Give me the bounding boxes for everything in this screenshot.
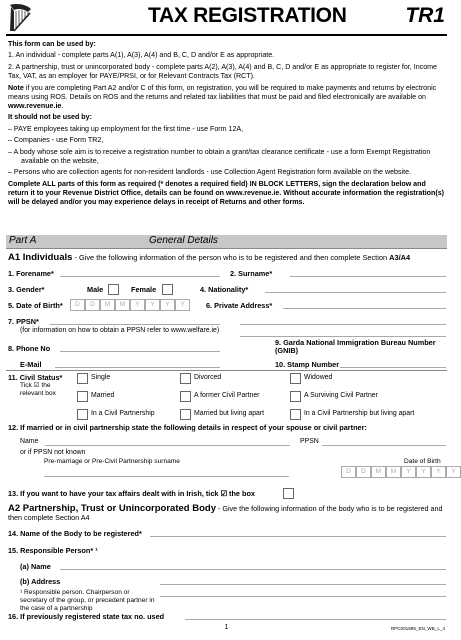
responsible-name-field[interactable]: [60, 569, 446, 570]
dob-cell[interactable]: M: [115, 299, 130, 311]
footnote: ¹ Responsible person. Chairperson or secretary of the group, or precedent partner in the case of a partnership: [20, 589, 155, 612]
page-number: 1: [224, 624, 229, 631]
previous-tax-no-label: 16. If previously registered state tax no. used: [8, 612, 165, 621]
note-text: if you are completing Part A2 and/or C of this form, on registration, you will be required to make payments and returns by electronic means using ROS. Details on ROS and the returns and related tax liabilities that must be paid and filed electronically are available on: [8, 83, 437, 101]
surviving-civil-partner-checkbox[interactable]: [290, 391, 301, 402]
dob-cell[interactable]: M: [371, 466, 386, 478]
status-civil-partnership-apart: In a Civil Partnership but living apart: [304, 410, 415, 417]
form-title: TAX REGISTRATION: [148, 4, 347, 27]
status-civil-partnership: In a Civil Partnership: [91, 410, 155, 417]
part-a-label: Part A: [9, 235, 37, 246]
single-checkbox[interactable]: [77, 373, 88, 384]
revenue-link[interactable]: www.revenue.ie: [8, 101, 62, 110]
surname-label: 2. Surname*: [230, 269, 273, 278]
not-item-3: – A body whose sole aim is to receive a registration number to obtain a grant/tax clearance certificate - use a form Exempt Registration available on the website,: [8, 147, 431, 165]
not-item-1: – PAYE employees taking up employment for the first time - use Form 12A,: [8, 124, 244, 133]
spouse-name-field[interactable]: [45, 445, 290, 446]
dob-cell[interactable]: Y: [446, 466, 461, 478]
dob-cell[interactable]: Y: [145, 299, 160, 311]
complete-all-note: Complete ALL parts of this form as required (* denotes a required field) IN BLOCK LETTERS, sign the declaration below and return it to your Revenue District Office, details can be found on www.revenue.ie. Without accurate information the registration(s) will be delayed and/or you may experience delays in receipt of Returns and other forms.: [8, 179, 445, 206]
not-heading: It should not be used by:: [8, 113, 92, 122]
body-name-label: 14. Name of the Body to be registered*: [8, 529, 142, 538]
dob-cell[interactable]: Y: [401, 466, 416, 478]
female-checkbox[interactable]: [162, 284, 173, 295]
tick-instruction: Tick ☑ the relevant box: [20, 382, 56, 397]
private-address-field[interactable]: [283, 308, 446, 309]
a2-description: - Give the following information of the body who is to be registered and then complete Section A4: [8, 504, 443, 522]
responsible-address-label: (b) Address: [20, 577, 61, 586]
civil-partnership-checkbox[interactable]: [77, 409, 88, 420]
ppsn-field[interactable]: [50, 324, 220, 325]
status-former-civil-partner: A former Civil Partner: [194, 392, 260, 399]
status-divorced: Divorced: [194, 374, 222, 381]
civil-partnership-apart-checkbox[interactable]: [290, 409, 301, 420]
note-paragraph: Note if you are completing Part A2 and/or C of this form, on registration, you will be required to make payments and returns by electronic means using ROS. Details on ROS and the returns and related tax liabilities that must be paid and filed electronically are available on www.revenue.ie.: [8, 83, 437, 110]
who-item-2: 2. A partnership, trust or unincorporated body - complete parts A(2), A(3), A(4) and B, C, D and/or E as appropriate to register for, Income Tax, VAT, as an employer for PAYE/PRSI, or for Relevant Contracts Tax (RCT).: [8, 62, 437, 81]
a1-heading-line: [8, 252, 410, 263]
irish-language-checkbox[interactable]: [283, 488, 294, 499]
dob-cell[interactable]: M: [386, 466, 401, 478]
or-if-ppsn-label: or if PPSN not known: [20, 449, 86, 456]
email-field[interactable]: [55, 367, 220, 368]
responsible-address-field-2[interactable]: [160, 596, 446, 597]
part-a-title: General Details: [149, 235, 218, 246]
previous-tax-no-field[interactable]: [185, 619, 446, 620]
male-checkbox[interactable]: [108, 284, 119, 295]
dob-cell[interactable]: D: [341, 466, 356, 478]
address-field-2[interactable]: [240, 324, 446, 325]
gnib-label: 9. Garda National Immigration Bureau Number (GNIB): [275, 338, 436, 355]
stamp-number-label: 10. Stamp Number: [275, 360, 340, 369]
who-heading: This form can be used by:: [8, 40, 96, 48]
a1-section-ref: A3/A4: [389, 253, 411, 262]
dob-cell[interactable]: D: [356, 466, 371, 478]
ppsn-note: (for information on how to obtain a PPSN refer to www.welfare.ie): [20, 327, 220, 334]
dob-cell[interactable]: D: [70, 299, 85, 311]
dob-cell[interactable]: Y: [160, 299, 175, 311]
who-item-1: 1. An individual - complete parts A(1), A(3), A(4) and B, C, D and/or E as appropriate.: [8, 51, 275, 60]
form-code: TR1: [405, 4, 445, 27]
irish-language-label: 13. If you want to have your tax affairs dealt with in Irish, tick ☑ the box: [8, 489, 255, 498]
not-item-2: – Companies - use Form TR2,: [8, 136, 104, 145]
private-address-label: 6. Private Address*: [206, 301, 273, 310]
pre-marriage-field[interactable]: [44, 476, 289, 477]
intro-text: [8, 40, 445, 209]
email-label: E-Mail: [20, 360, 42, 369]
stamp-number-field[interactable]: [340, 367, 446, 368]
harp-logo: [6, 2, 34, 34]
phone-label: 8. Phone No: [8, 344, 51, 353]
dob-cell[interactable]: Y: [175, 299, 190, 311]
dob-cell[interactable]: D: [85, 299, 100, 311]
body-name-field[interactable]: [150, 536, 446, 537]
spouse-name-label: Name: [20, 438, 39, 445]
married-apart-checkbox[interactable]: [180, 409, 191, 420]
a2-heading: A2 Partnership, Trust or Unincorporated Body: [8, 503, 216, 514]
form-reference: RPC001885_EN_WB_L_4: [390, 626, 445, 631]
pre-marriage-label: Pre-marriage or Pre-Civil Partnership surname: [44, 458, 180, 465]
phone-field[interactable]: [60, 351, 220, 352]
status-surviving-civil-partner: A Surviving Civil Partner: [304, 392, 378, 399]
married-checkbox[interactable]: [77, 391, 88, 402]
spouse-ppsn-label: PPSN: [300, 438, 319, 445]
header-rule: [6, 34, 447, 36]
civil-status-label: 11. Civil Status*: [8, 373, 63, 382]
part-a-bar: [6, 235, 447, 249]
status-married: Married: [91, 392, 115, 399]
note-label: Note: [8, 83, 24, 92]
status-married-apart: Married but living apart: [194, 410, 265, 417]
former-civil-partner-checkbox[interactable]: [180, 391, 191, 402]
spouse-details-label: 12. If married or in civil partnership state the following details in respect of your spouse or civil partner:: [8, 423, 367, 432]
ppsn-label: 7. PPSN*: [8, 317, 39, 326]
a2-heading-line: [8, 504, 445, 522]
nationality-label: 4. Nationality*: [200, 285, 249, 294]
responsible-person-label: 15. Responsible Person* ¹: [8, 546, 98, 555]
address-field-3[interactable]: [240, 336, 446, 337]
forename-field[interactable]: [60, 276, 220, 277]
spouse-ppsn-field[interactable]: [322, 445, 446, 446]
spouse-dob-cells[interactable]: [341, 466, 461, 478]
dob-cell[interactable]: Y: [130, 299, 145, 311]
responsible-address-field[interactable]: [160, 584, 446, 585]
dob-cell[interactable]: Y: [416, 466, 431, 478]
divorced-checkbox[interactable]: [180, 373, 191, 384]
gender-label: 3. Gender*: [8, 285, 45, 294]
status-single: Single: [91, 374, 111, 381]
divider: [6, 370, 447, 371]
responsible-name-label: (a) Name: [20, 562, 51, 571]
male-label: Male: [87, 285, 104, 294]
widowed-checkbox[interactable]: [290, 373, 301, 384]
dob-label: 5. Date of Birth*: [8, 301, 63, 310]
surname-field[interactable]: [290, 276, 446, 277]
female-label: Female: [131, 285, 157, 294]
a1-description: - Give the following information of the person who is to be registered and then complete Section: [72, 253, 390, 262]
not-item-4: – Persons who are collection agents for non-resident landlords - use Collection Agent Registration form available on the website.: [8, 168, 411, 177]
dob-cells[interactable]: [70, 299, 190, 311]
nationality-field[interactable]: [265, 292, 446, 293]
forename-label: 1. Forename*: [8, 269, 54, 278]
spouse-dob-label: Date of Birth: [404, 458, 441, 465]
dob-cell[interactable]: Y: [431, 466, 446, 478]
dob-cell[interactable]: M: [100, 299, 115, 311]
status-widowed: Widowed: [304, 374, 333, 381]
a1-heading: A1 Individuals: [8, 252, 73, 263]
